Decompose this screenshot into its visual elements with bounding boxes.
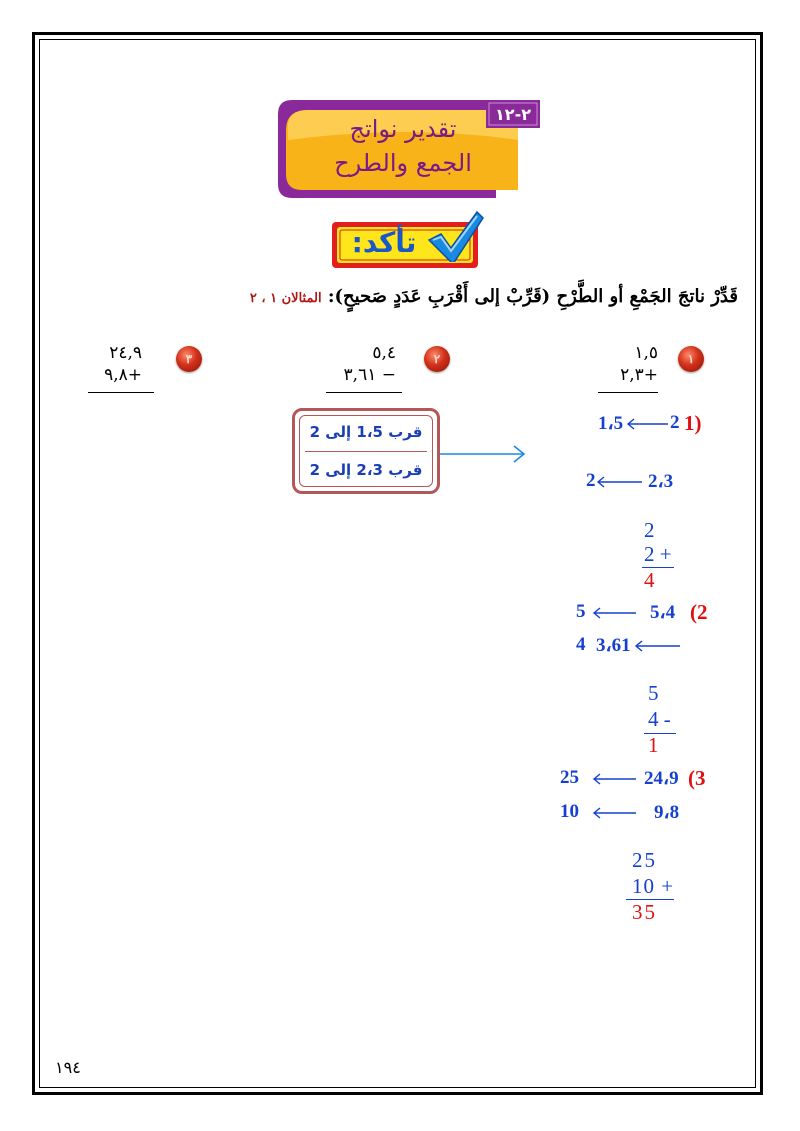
- solution-1-sum-top: 2: [644, 518, 655, 542]
- problem-bottom-value: ٢,٣+: [620, 365, 658, 385]
- problem-bottom-value: ٣,٦١ −: [343, 365, 396, 385]
- solution-1-sum-bottom: 2 +: [644, 542, 672, 566]
- solution-2-row1-value: 5،4: [650, 602, 676, 623]
- problem-top-value: ٥,٤: [372, 343, 396, 363]
- solution-1-label: 1): [684, 411, 702, 435]
- solution-3-sum-result: 35: [632, 900, 657, 924]
- page-number: ١٩٤: [55, 1058, 81, 1077]
- check-section-label: تأكد:: [351, 226, 417, 259]
- problem-number-badge: ٣: [176, 346, 202, 372]
- solution-3-sum-top: 25: [632, 848, 657, 872]
- problem-top-value: ١,٥: [634, 343, 658, 363]
- solution-1-sum-result: 4: [644, 568, 655, 592]
- solution-1-row1-result: 2: [670, 412, 680, 433]
- solution-2-row1-result: 5: [576, 601, 586, 622]
- lesson-number: ٢-١٢: [495, 105, 531, 124]
- solution-1-row1-value: 1،5: [598, 413, 624, 434]
- lesson-title-line2: الجمع والطرح: [334, 149, 472, 177]
- solution-3-row1-value: 24،9: [644, 768, 679, 789]
- problem-bottom-value: ٩,٨+: [104, 365, 142, 385]
- solution-2-row2-value: 3،61: [596, 635, 631, 656]
- solution-1-row2-result: 2: [586, 470, 596, 491]
- solution-2-diff-bottom: 4 -: [648, 707, 671, 731]
- problem-top-value: ٢٤,٩: [109, 343, 142, 363]
- hint-line-2: قرب 2،3 إلى 2: [309, 461, 423, 479]
- solution-1-row2-value: 2،3: [648, 471, 674, 492]
- problem-number-badge: ٢: [424, 346, 450, 372]
- solution-3-sum-bottom: 10 +: [632, 874, 675, 898]
- instruction-text: قَدِّرْ ناتجَ الجَمْعِ أو الطَّرْحِ (قَرِّبْ إلى أَقْرَبِ عَدَدٍ صَحيحٍ):: [327, 286, 738, 307]
- examples-reference: المثالان ١ ، ٢: [249, 291, 322, 306]
- solution-2-label: (2: [690, 600, 708, 624]
- lesson-title-line1: تقدير نواتج: [349, 115, 457, 143]
- solution-2-row2-result: 4: [576, 634, 586, 655]
- solution-3-row2-result: 10: [560, 801, 579, 822]
- solution-2-diff-top: 5: [648, 681, 659, 705]
- hint-arrow-icon: [440, 446, 524, 462]
- solution-2-diff-result: 1: [648, 733, 659, 757]
- solution-3-label: (3: [688, 766, 706, 790]
- hint-line-1: قرب 1،5 إلى 2: [309, 423, 423, 441]
- problem-number-badge: ١: [678, 346, 704, 372]
- solution-3-row1-result: 25: [560, 767, 579, 788]
- solution-3-row2-value: 9،8: [654, 802, 680, 823]
